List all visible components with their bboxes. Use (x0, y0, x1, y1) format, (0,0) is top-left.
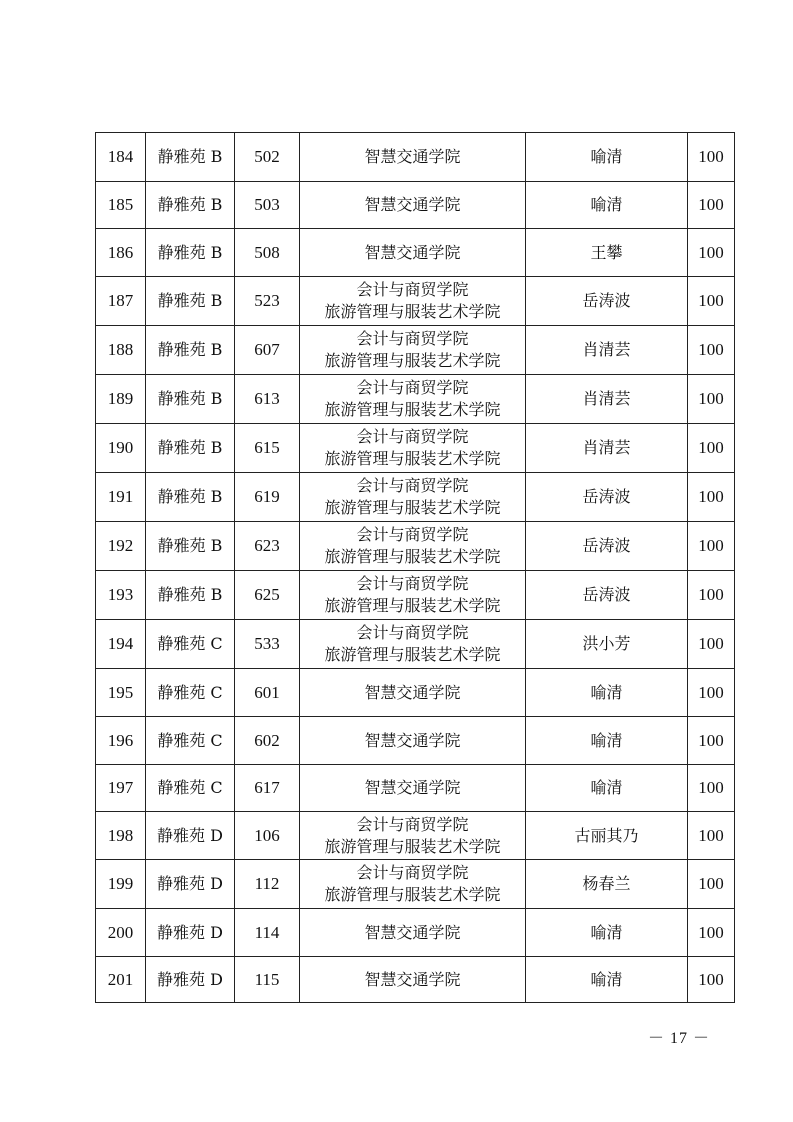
building-cell: 静雅苑 B (146, 571, 235, 620)
college-name: 旅游管理与服装艺术学院 (324, 645, 501, 664)
room-cell: 114 (235, 909, 300, 957)
row-number-cell: 189 (96, 375, 146, 424)
table-row (96, 620, 735, 669)
room-cell: 615 (235, 424, 300, 473)
inspector-cell: 岳涛波 (526, 522, 688, 571)
score-cell: 100 (688, 812, 735, 860)
row-number-cell: 200 (96, 909, 146, 957)
room-cell: 533 (235, 620, 300, 669)
row-number-cell: 197 (96, 765, 146, 812)
room-cell: 112 (235, 860, 300, 909)
score-cell: 100 (688, 375, 735, 424)
table-row (96, 375, 735, 424)
inspector-cell: 喻清 (526, 182, 688, 229)
row-number-cell: 191 (96, 473, 146, 522)
college-name: 旅游管理与服装艺术学院 (324, 302, 501, 321)
score-cell: 100 (688, 229, 735, 277)
score-cell: 100 (688, 182, 735, 229)
score-cell: 100 (688, 522, 735, 571)
table-row (96, 571, 735, 620)
table-row (96, 473, 735, 522)
room-cell: 607 (235, 326, 300, 375)
row-number-cell: 193 (96, 571, 146, 620)
row-number-cell: 185 (96, 182, 146, 229)
table-row (96, 717, 735, 765)
table-row (96, 957, 735, 1003)
building-cell: 静雅苑 B (146, 424, 235, 473)
room-cell: 523 (235, 277, 300, 326)
inspector-cell: 洪小芳 (526, 620, 688, 669)
inspector-cell: 肖清芸 (526, 326, 688, 375)
score-cell: 100 (688, 424, 735, 473)
table-row (96, 765, 735, 812)
building-cell: 静雅苑 D (146, 957, 235, 1003)
college-name: 旅游管理与服装艺术学院 (324, 547, 501, 566)
row-number-cell: 196 (96, 717, 146, 765)
building-cell: 静雅苑 C (146, 669, 235, 717)
inspector-cell: 肖清芸 (526, 375, 688, 424)
building-cell: 静雅苑 B (146, 375, 235, 424)
college-name: 智慧交通学院 (364, 682, 461, 702)
table-row (96, 909, 735, 957)
college-name: 旅游管理与服装艺术学院 (324, 596, 501, 615)
college-name: 智慧交通学院 (364, 730, 461, 750)
college-name: 智慧交通学院 (364, 922, 461, 942)
college-cell (300, 717, 526, 765)
building-cell: 静雅苑 D (146, 812, 235, 860)
college-cell (300, 571, 526, 620)
row-number-cell: 190 (96, 424, 146, 473)
building-cell: 静雅苑 B (146, 522, 235, 571)
row-number-cell: 198 (96, 812, 146, 860)
row-number-cell: 184 (96, 133, 146, 182)
row-number-cell: 192 (96, 522, 146, 571)
college-name: 会计与商贸学院 (356, 525, 469, 544)
room-cell: 623 (235, 522, 300, 571)
table-row (96, 277, 735, 326)
building-cell: 静雅苑 D (146, 909, 235, 957)
college-cell (300, 424, 526, 473)
college-name: 智慧交通学院 (364, 242, 461, 262)
room-cell: 617 (235, 765, 300, 812)
college-name: 旅游管理与服装艺术学院 (324, 498, 501, 517)
score-cell: 100 (688, 133, 735, 182)
score-cell: 100 (688, 957, 735, 1003)
inspector-cell: 杨春兰 (526, 860, 688, 909)
row-number-cell: 187 (96, 277, 146, 326)
college-cell (300, 277, 526, 326)
building-cell: 静雅苑 B (146, 473, 235, 522)
college-cell (300, 957, 526, 1003)
college-cell (300, 812, 526, 860)
college-cell (300, 765, 526, 812)
inspection-results-table (95, 132, 735, 1003)
score-cell: 100 (688, 277, 735, 326)
college-name: 会计与商贸学院 (356, 574, 469, 593)
row-number-cell: 195 (96, 669, 146, 717)
inspector-cell: 王攀 (526, 229, 688, 277)
room-cell: 601 (235, 669, 300, 717)
score-cell: 100 (688, 909, 735, 957)
building-cell: 静雅苑 B (146, 326, 235, 375)
room-cell: 503 (235, 182, 300, 229)
score-cell: 100 (688, 571, 735, 620)
score-cell: 100 (688, 620, 735, 669)
room-cell: 115 (235, 957, 300, 1003)
score-cell: 100 (688, 473, 735, 522)
college-name: 会计与商贸学院 (356, 623, 469, 642)
table-row (96, 860, 735, 909)
room-cell: 508 (235, 229, 300, 277)
college-name: 旅游管理与服装艺术学院 (324, 836, 501, 856)
table-row (96, 229, 735, 277)
college-cell (300, 375, 526, 424)
row-number-cell: 194 (96, 620, 146, 669)
building-cell: 静雅苑 D (146, 860, 235, 909)
table-row (96, 326, 735, 375)
college-name: 会计与商贸学院 (356, 280, 469, 299)
score-cell: 100 (688, 717, 735, 765)
building-cell: 静雅苑 C (146, 765, 235, 812)
college-name: 会计与商贸学院 (356, 476, 469, 495)
row-number-cell: 201 (96, 957, 146, 1003)
building-cell: 静雅苑 C (146, 620, 235, 669)
college-name: 旅游管理与服装艺术学院 (324, 400, 501, 419)
college-cell (300, 669, 526, 717)
room-cell: 613 (235, 375, 300, 424)
inspector-cell: 岳涛波 (526, 473, 688, 522)
college-name: 智慧交通学院 (364, 778, 461, 797)
building-cell: 静雅苑 B (146, 277, 235, 326)
inspector-cell: 喻清 (526, 669, 688, 717)
inspector-cell: 喻清 (526, 909, 688, 957)
college-name: 智慧交通学院 (364, 147, 461, 166)
college-cell (300, 133, 526, 182)
score-cell: 100 (688, 669, 735, 717)
college-cell (300, 909, 526, 957)
inspector-cell: 喻清 (526, 957, 688, 1003)
college-name: 旅游管理与服装艺术学院 (324, 449, 501, 468)
college-name: 会计与商贸学院 (356, 814, 469, 834)
table-row (96, 182, 735, 229)
inspector-cell: 喻清 (526, 765, 688, 812)
inspector-cell: 肖清芸 (526, 424, 688, 473)
college-name: 旅游管理与服装艺术学院 (324, 351, 501, 370)
college-name: 会计与商贸学院 (356, 427, 469, 446)
row-number-cell: 186 (96, 229, 146, 277)
building-cell: 静雅苑 C (146, 717, 235, 765)
room-cell: 502 (235, 133, 300, 182)
inspector-cell: 岳涛波 (526, 571, 688, 620)
score-cell: 100 (688, 326, 735, 375)
page-number: － 17 － (648, 1030, 711, 1047)
college-cell (300, 473, 526, 522)
table-row (96, 522, 735, 571)
row-number-cell: 188 (96, 326, 146, 375)
college-cell (300, 182, 526, 229)
college-name: 智慧交通学院 (364, 969, 461, 989)
college-name: 智慧交通学院 (364, 195, 461, 214)
table-row (96, 669, 735, 717)
college-cell (300, 522, 526, 571)
college-cell (300, 326, 526, 375)
building-cell: 静雅苑 B (146, 229, 235, 277)
room-cell: 619 (235, 473, 300, 522)
room-cell: 625 (235, 571, 300, 620)
building-cell: 静雅苑 B (146, 133, 235, 182)
inspector-cell: 岳涛波 (526, 277, 688, 326)
college-name: 旅游管理与服装艺术学院 (324, 885, 501, 904)
inspector-cell: 喻清 (526, 717, 688, 765)
college-cell (300, 620, 526, 669)
score-cell: 100 (688, 765, 735, 812)
row-number-cell: 199 (96, 860, 146, 909)
score-cell: 100 (688, 860, 735, 909)
table-row (96, 812, 735, 860)
building-cell: 静雅苑 B (146, 182, 235, 229)
inspector-cell: 喻清 (526, 133, 688, 182)
inspector-cell: 古丽其乃 (526, 812, 688, 860)
room-cell: 602 (235, 717, 300, 765)
college-name: 会计与商贸学院 (356, 863, 469, 882)
room-cell: 106 (235, 812, 300, 860)
college-cell (300, 229, 526, 277)
college-name: 会计与商贸学院 (356, 378, 469, 397)
college-cell (300, 860, 526, 909)
table-row (96, 424, 735, 473)
table-row (96, 133, 735, 182)
college-name: 会计与商贸学院 (356, 329, 469, 348)
table-body (96, 133, 735, 1003)
